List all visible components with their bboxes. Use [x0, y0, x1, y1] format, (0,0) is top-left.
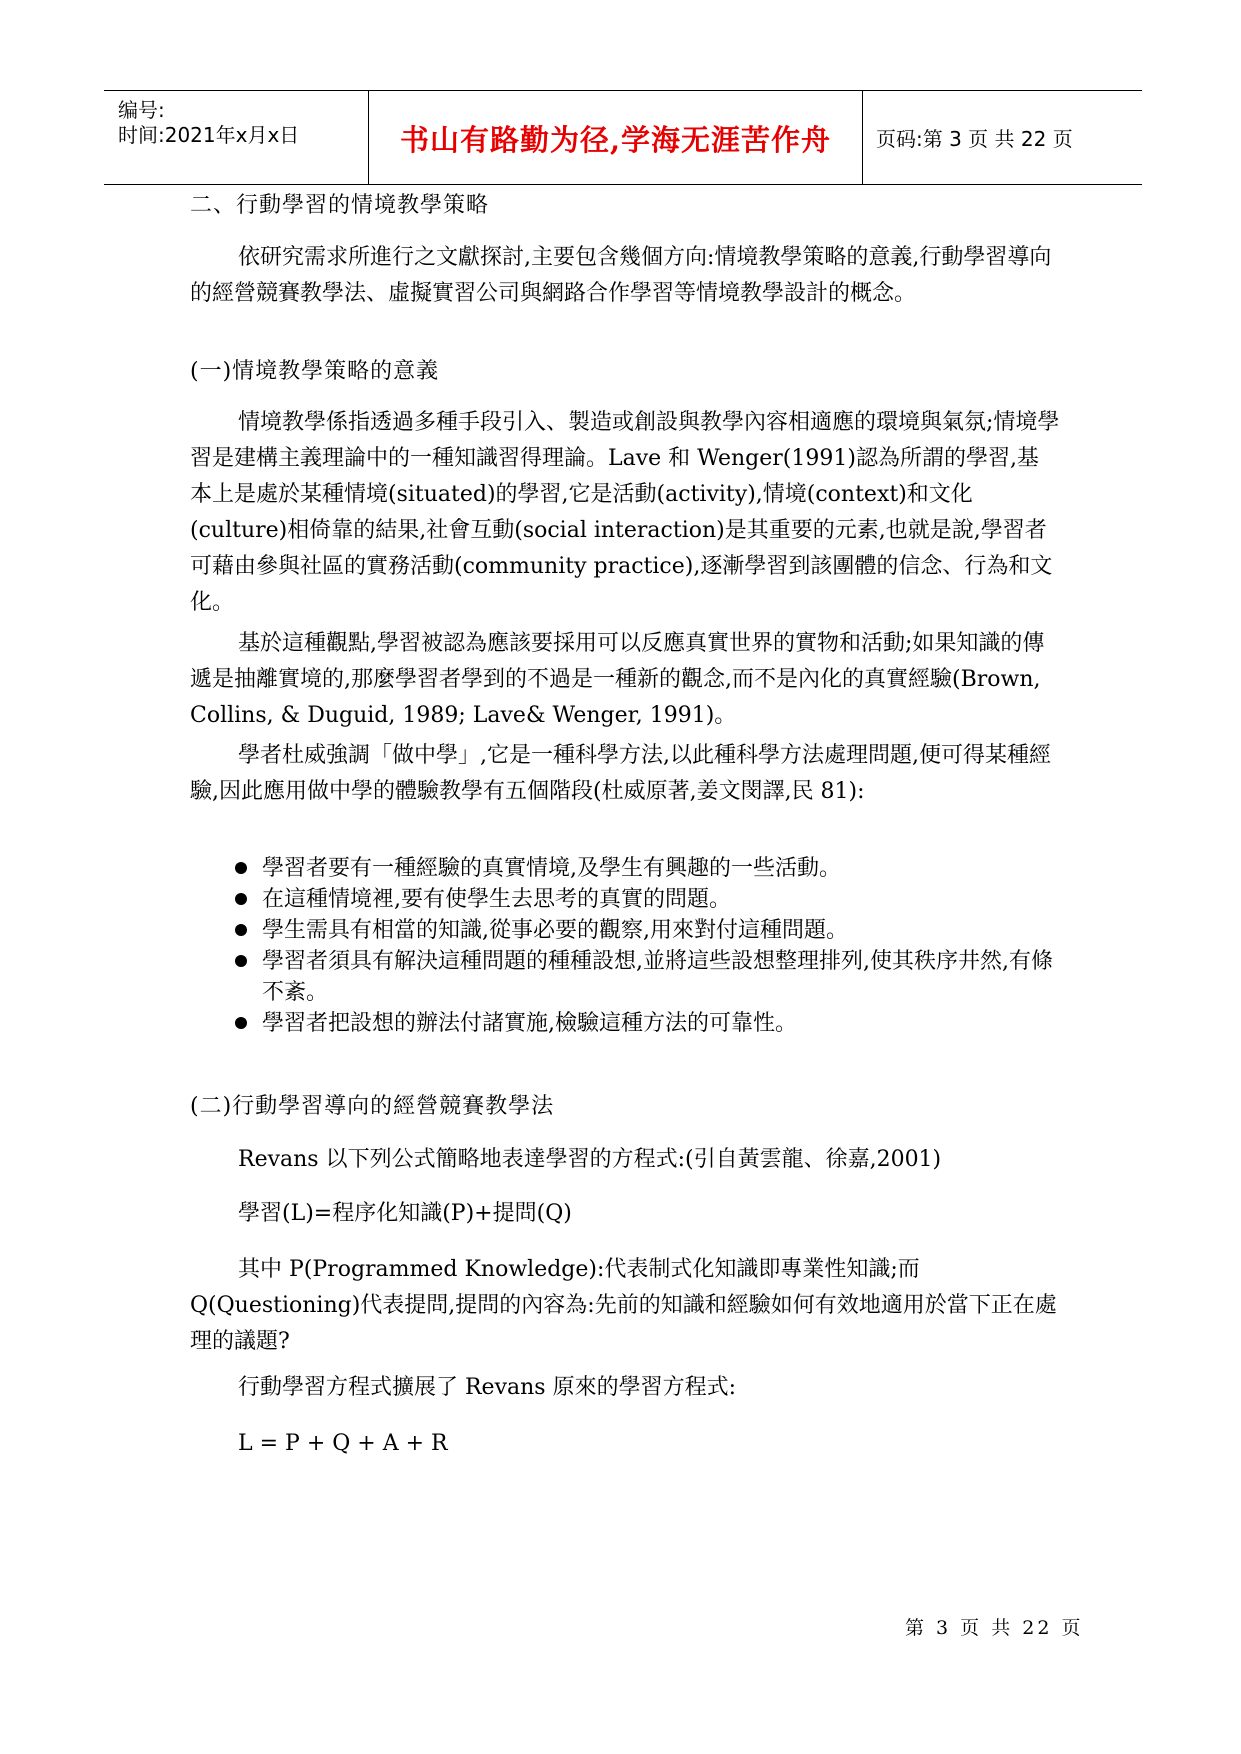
bullet-icon	[235, 1017, 247, 1029]
subsection-1-heading: (一)情境教學策略的意義	[190, 359, 440, 384]
bullet-icon	[235, 955, 247, 967]
subsection-1-paragraph-1: 情境教學係指透過多種手段引入、製造或創設與教學內容相適應的環境與氣氛;情境學習是建構主義理論中的一種知識習得理論。Lave 和 Wenger(1991)認為所謂的學習,基本上是處於某種情境(situated)的學習,它是活動(activity),情境(context)和文化(culture)相倚靠的結果,社會互動(social interaction)是其重要的元素,也就是說,學習者可藉由參與社區的實務活動(community practice),逐漸學習到該團體的信念、行為和文化。	[190, 410, 1060, 615]
list-item: 學習者要有一種經驗的真實情境,及學生有興趣的一些活動。	[190, 853, 1060, 884]
subsection-2-heading: (二)行動學習導向的經營競賽教學法	[190, 1094, 555, 1119]
header-page-cell	[864, 91, 1142, 184]
list-item: 學習者把設想的辦法付諸實施,檢驗這種方法的可靠性。	[190, 1008, 1060, 1039]
number-label: 编号:	[118, 98, 165, 122]
list-item: 學習者須具有解決這種問題的種種設想,並將這些設想整理排列,使其秩序井然,有條不紊。	[190, 946, 1060, 1008]
subsection-2-paragraph-3: 行動學習方程式擴展了 Revans 原來的學習方程式:	[238, 1375, 736, 1400]
time-label: 时间:2021年x月x日	[118, 123, 300, 147]
header-motto-cell	[369, 91, 863, 184]
subsection-2-paragraph-2: 其中 P(Programmed Knowledge):代表制式化知識即專業性知識;而 Q(Questioning)代表提問,提問的內容為:先前的知識和經驗如何有效地適用於當下正在處理的議題?	[190, 1257, 1057, 1354]
bullet-icon	[235, 924, 247, 936]
bullet-icon	[235, 893, 247, 905]
list-item: 學生需具有相當的知識,從事必要的觀察,用來對付這種問題。	[190, 915, 1060, 946]
page-label: 页码:第 3 页 共 22 页	[876, 127, 1073, 151]
subsection-1-paragraph-3: 學者杜威強調「做中學」,它是一種科學方法,以此種科學方法處理問題,便可得某種經驗,因此應用做中學的體驗教學有五個階段(杜威原著,姜文閔譯,民 81):	[190, 743, 1051, 804]
list-item: 在這種情境裡,要有使學生去思考的真實的問題。	[190, 884, 1060, 915]
formula-1: 學習(L)=程序化知識(P)+提問(Q)	[238, 1201, 572, 1226]
header-info-cell	[104, 91, 369, 184]
intro-paragraph: 依研究需求所進行之文獻探討,主要包含幾個方向:情境教學策略的意義,行動學習導向的經營競賽教學法、虛擬實習公司與網路合作學習等情境教學設計的概念。	[190, 245, 1052, 306]
page-footer: 第 3 页 共 22 页	[905, 1617, 1084, 1639]
section-heading: 二、行動學習的情境教學策略	[190, 193, 490, 218]
bullet-icon	[235, 862, 247, 874]
page-header	[104, 90, 1142, 185]
subsection-2-paragraph-1: Revans 以下列公式簡略地表達學習的方程式:(引自黃雲龍、徐嘉,2001)	[238, 1147, 942, 1172]
motto-text: 书山有路勤为径,学海无涯苦作舟	[399, 123, 832, 157]
formula-2: L = P + Q + A + R	[238, 1431, 448, 1456]
stages-list	[190, 853, 1060, 1039]
subsection-1-paragraph-2: 基於這種觀點,學習被認為應該要採用可以反應真實世界的實物和活動;如果知識的傳遞是抽離實境的,那麼學習者學到的不過是一種新的觀念,而不是內化的真實經驗(Brown, Collins, & Duguid, 1989; Lave& Wenger, 1991)。	[190, 631, 1045, 728]
